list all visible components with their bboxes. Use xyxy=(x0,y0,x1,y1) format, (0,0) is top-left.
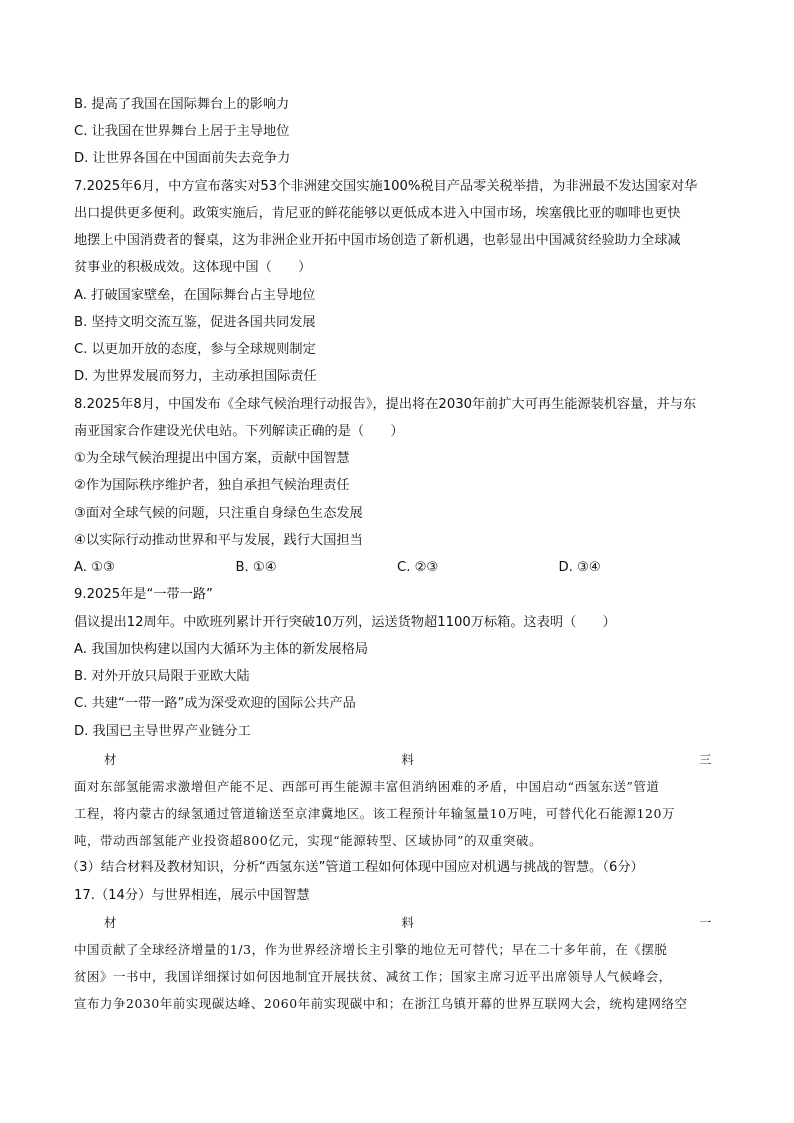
q9-option-b: B. 对外开放只局限于亚欧大陆 xyxy=(74,669,250,684)
q8-item-4: ④以实际行动推动世界和平与发展，践行大国担当 xyxy=(74,533,363,548)
q7-stem-line-4: 贫事业的积极成效。这体现中国（ ） xyxy=(74,260,312,275)
material-1-heading xyxy=(74,913,720,933)
q6-option-d: D. 让世界各国在中国面前失去竞争力 xyxy=(74,151,291,166)
material-1-heading-char-3: 一 xyxy=(699,915,712,930)
material-1-line-3: 宣布力争2030年前实现碳达峰、2060年前实现碳中和；在浙江乌镇开幕的世界互联网大会，统构建网络空 xyxy=(74,996,688,1011)
material-3-heading-char-1: 材 xyxy=(104,752,117,767)
material-3-heading-char-3: 三 xyxy=(699,752,712,767)
q7-option-c: C. 以更加开放的态度，参与全球规则制定 xyxy=(74,342,316,357)
q8-choices xyxy=(74,558,720,578)
material-1-heading-char-1: 材 xyxy=(104,915,117,930)
q6-option-b: B. 提高了我国在国际舞台上的影响力 xyxy=(74,97,290,112)
q9-stem-line-2: 倡议提出12周年。中欧班列累计开行突破10万列，运送货物超1100万标箱。这表明（ ） xyxy=(74,615,616,630)
q8-item-1: ①为全球气候治理提出中国方案，贡献中国智慧 xyxy=(74,451,350,466)
material-1-heading-char-2: 料 xyxy=(401,915,415,930)
q7-stem-line-3: 地摆上中国消费者的餐桌，这为非洲企业开拓中国市场创造了新机遇，也彰显出中国减贫经验助力全球减 xyxy=(74,233,681,248)
q9-option-a: A. 我国加快构建以国内大循环为主体的新发展格局 xyxy=(74,642,369,657)
q8-choice-b: B. ①④ xyxy=(235,560,277,575)
material-3-line-2: 工程，将内蒙古的绿氢通过管道输送至京津冀地区。该工程预计年输氢量10万吨，可替代化石能源120万 xyxy=(74,806,676,821)
q8-choice-d: D. ③④ xyxy=(558,560,601,575)
q17-title: 17.（14分）与世界相连，展示中国智慧 xyxy=(74,888,310,903)
q8-item-2: ②作为国际秩序维护者，独自承担气候治理责任 xyxy=(74,478,350,493)
q8-choice-c: C. ②③ xyxy=(397,560,439,575)
material-3-heading-char-2: 料 xyxy=(401,752,415,767)
q8-stem-line-1: 8.2025年8月，中国发布《全球气候治理行动报告》，提出将在2030年前扩大可再生能源装机容量，并与东 xyxy=(74,397,697,412)
q8-choice-a: A. ①③ xyxy=(74,560,115,575)
material-3-heading xyxy=(74,750,720,770)
material-3-line-3: 吨，带动西部氢能产业投资超800亿元，实现“能源转型、区域协同”的双重突破。 xyxy=(74,833,543,848)
q9-option-d: D. 我国已主导世界产业链分工 xyxy=(74,724,251,739)
q9-stem-line-1: 9.2025年是“一带一路” xyxy=(74,587,213,602)
material-1-line-2: 贫困》一书中，我国详细探讨如何因地制宜开展扶贫、减贫工作；国家主席习近平出席领导人气候峰会， xyxy=(74,969,672,984)
q7-stem-line-1: 7.2025年6月，中方宣布落实对53个非洲建交国实施100%税目产品零关税举措，为非洲最不发达国家对华 xyxy=(74,179,698,194)
q7-stem-line-2: 出口提供更多便利。政策实施后，肯尼亚的鲜花能够以更低成本进入中国市场，埃塞俄比亚的咖啡也更快 xyxy=(74,206,681,221)
q9-option-c: C. 共建“一带一路”成为深受欢迎的国际公共产品 xyxy=(74,696,356,711)
material-1-line-1: 中国贡献了全球经济增量的1/3，作为世界经济增长主引擎的地位无可替代；早在二十多年前，在《摆脱 xyxy=(74,942,668,957)
sub-question-3: （3）结合材料及教材知识，分析“西氢东送”管道工程如何体现中国应对机遇与挑战的智慧。（6分） xyxy=(66,860,644,875)
q8-item-3: ③面对全球气候的问题，只注重自身绿色生态发展 xyxy=(74,506,363,521)
q7-option-a: A. 打破国家壁垒，在国际舞台占主导地位 xyxy=(74,288,316,303)
q7-option-b: B. 坚持文明交流互鉴，促进各国共同发展 xyxy=(74,315,316,330)
q7-option-d: D. 为世界发展而努力，主动承担国际责任 xyxy=(74,369,317,384)
q8-stem-line-2: 南亚国家合作建设光伏电站。下列解读正确的是（ ） xyxy=(74,424,404,439)
material-3-line-1: 面对东部氢能需求激增但产能不足、西部可再生能源丰富但消纳困难的矛盾，中国启动“西氢东送”管道 xyxy=(74,779,660,794)
q6-option-c: C. 让我国在世界舞台上居于主导地位 xyxy=(74,124,290,139)
